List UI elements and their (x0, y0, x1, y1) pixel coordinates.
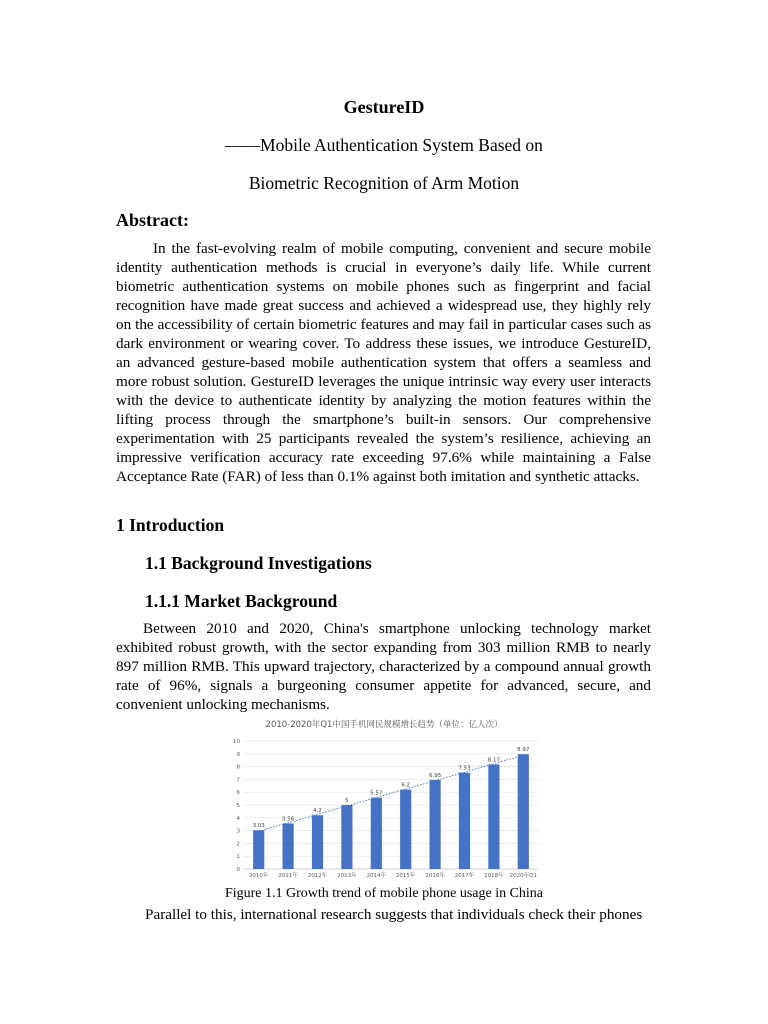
data-label: 8.97 (517, 747, 530, 754)
x-tick-label: 2015年 (395, 873, 416, 879)
y-tick-label: 9 (236, 751, 240, 758)
abstract-paragraph: In the fast-evolving realm of mobile computing, convenient and secure mobile identity authentication methods is crucial in everyone’s daily life. While current biometric authentication systems on mobile phones such as fingerprint and facial recognition have made great success and achieved a widespread use, they highly rely on the accessibility of certain biometric features and may fail in particular cases such as dark environment or wearing cover. To address these issues, we introduce GestureID, an advanced gesture-based mobile authentication system that offers a seamless and more robust solution. GestureID leverages the unique intrinsic way every user interacts with the device to authenticate identity by analyzing the motion features within the lifting process through the smartphone’s built-in sensors. Our comprehensive experimentation with 25 participants revealed the system’s resilience, achieving an impressive verification accuracy rate exceeding 97.6% while maintaining a False Acceptance Rate (FAR) of less than 0.1% against both imitation and synthetic attacks. (116, 240, 651, 485)
bar-7 (430, 780, 441, 869)
document-title: GestureID (343, 97, 425, 117)
data-label: 5 (345, 798, 349, 804)
bar-3 (312, 815, 323, 869)
x-tick-label: 2016年 (425, 873, 445, 879)
chart-canvas (222, 714, 546, 882)
bar-5 (371, 798, 382, 869)
y-tick-label: 4 (236, 815, 240, 822)
x-tick-label: 2014年 (366, 873, 387, 879)
y-tick-label: 6 (236, 790, 240, 797)
y-tick-label: 8 (236, 764, 240, 771)
x-tick-label: 2012年 (307, 873, 328, 879)
chart-title: 2010-2020年Q1中国手机网民规模增长趋势（单位：亿人次） (265, 720, 503, 730)
y-tick-label: 5 (236, 803, 240, 809)
document-subtitle-line-1: ——Mobile Authentication System Based on (225, 135, 543, 155)
continuation-paragraph: Parallel to this, international research suggests that individuals check their phones (145, 906, 643, 923)
y-tick-label: 7 (236, 777, 240, 784)
y-tick-label: 0 (236, 867, 240, 873)
y-tick-label: 3 (236, 828, 240, 835)
document-subtitle-line-2: Biometric Recognition of Arm Motion (248, 173, 520, 193)
x-tick-label: 2013年 (337, 873, 357, 879)
section-heading-background-investigations: 1.1 Background Investigations (145, 553, 372, 573)
bar-4 (341, 805, 352, 869)
section-heading-introduction: 1 Introduction (116, 515, 225, 535)
y-tick-label: 2 (236, 841, 240, 848)
data-label: 6.2 (401, 782, 411, 789)
data-label: 6.95 (428, 773, 442, 780)
x-tick-label: 2018年 (484, 873, 504, 879)
figure-caption: Figure 1.1 Growth trend of mobile phone usage in China (224, 886, 544, 901)
bar-2 (283, 823, 294, 869)
bar-6 (400, 790, 411, 869)
market-background-paragraph: Between 2010 and 2020, China's smartphone unlocking technology market exhibited robust growth, with the sector expanding from 303 million RMB to nearly 897 million RMB. This upward trajectory, characterized by a compound annual growth rate of 96%, signals a burgeoning consumer appetite for advanced, secure, and convenient unlocking mechanisms. (116, 620, 651, 713)
data-label: 4.2 (313, 808, 322, 815)
data-label: 7.53 (458, 765, 471, 772)
data-label: 8.17 (487, 757, 501, 764)
bar-10 (518, 754, 529, 869)
bar-1 (253, 830, 264, 869)
data-label: 3.03 (252, 823, 265, 830)
y-tick-label: 1 (236, 854, 240, 861)
x-tick-label: 2020年Q1 (509, 873, 537, 879)
growth-bar-chart (222, 714, 546, 882)
y-tick-label: 10 (233, 739, 240, 745)
x-tick-label: 2010年 (248, 873, 269, 879)
x-tick-label: 2011年 (278, 873, 298, 879)
abstract-heading: Abstract: (116, 210, 189, 230)
data-label: 3.56 (281, 816, 295, 823)
x-tick-label: 2017年 (454, 873, 475, 879)
section-heading-market-background: 1.1.1 Market Background (145, 591, 338, 611)
data-label: 5.57 (370, 790, 383, 797)
bar-9 (488, 764, 499, 869)
bar-8 (459, 773, 470, 869)
